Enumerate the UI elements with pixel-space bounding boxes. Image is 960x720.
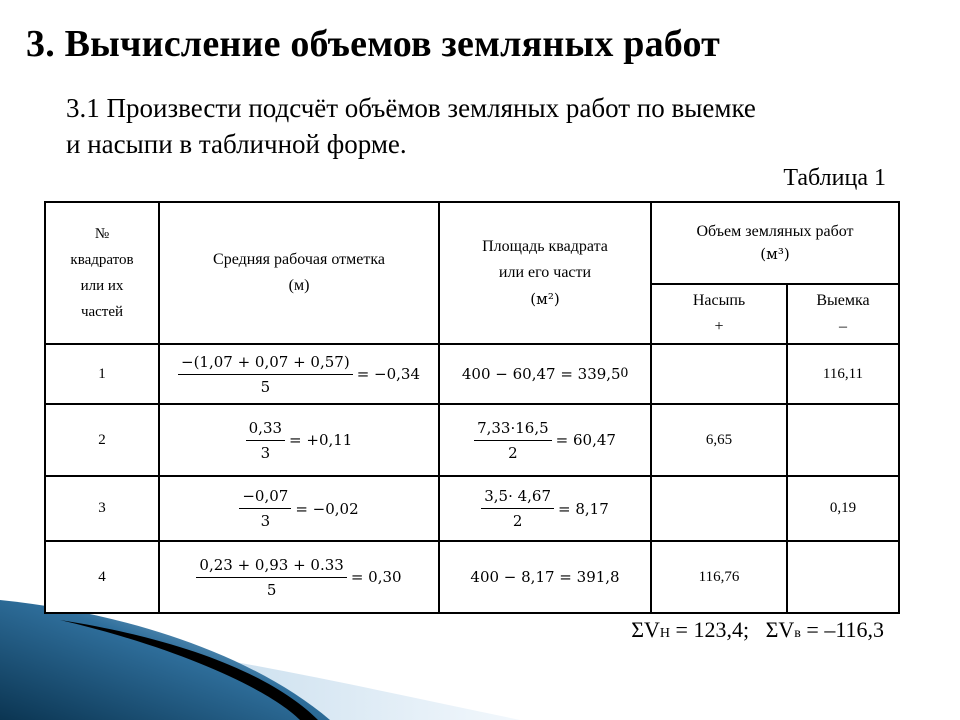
cell-fill: 116,76 bbox=[651, 541, 787, 613]
page-title: 3. Вычисление объемов земляных работ bbox=[26, 23, 721, 65]
header-average-mark bbox=[159, 202, 439, 344]
cell-number: 1 bbox=[45, 344, 159, 404]
fraction-numerator: −0,07 bbox=[242, 487, 289, 505]
fraction-numerator: 3,5· 4,67 bbox=[484, 487, 552, 505]
fraction-result: = 8,17 bbox=[558, 499, 609, 518]
header-line: (м²) bbox=[530, 290, 560, 308]
cell-area bbox=[439, 344, 651, 404]
fill-total-symbol: ΣV bbox=[631, 617, 660, 642]
cell-number: 4 bbox=[45, 541, 159, 613]
header-line: частей bbox=[80, 304, 124, 320]
cell-area bbox=[439, 404, 651, 476]
cut-total-index: в bbox=[794, 626, 801, 641]
fraction-result: = −0,02 bbox=[295, 499, 359, 518]
table-row bbox=[45, 476, 899, 541]
fraction-denominator: 5 bbox=[178, 374, 353, 396]
cell-mark bbox=[159, 541, 439, 613]
header-line: или их bbox=[80, 278, 124, 294]
fraction-denominator: 3 bbox=[239, 508, 291, 530]
fill-total-value: = 123,4; bbox=[675, 617, 750, 642]
cell-mark bbox=[159, 476, 439, 541]
cell-cut: 0,19 bbox=[787, 476, 899, 541]
header-fill bbox=[651, 284, 787, 344]
cut-total-value: = –116,3 bbox=[806, 617, 884, 642]
header-line: Насыпь bbox=[692, 292, 746, 309]
cell-cut bbox=[787, 541, 899, 613]
cell-area bbox=[439, 476, 651, 541]
fraction-denominator: 5 bbox=[196, 577, 346, 599]
fraction-result: = +0,11 bbox=[289, 431, 353, 449]
header-square-number bbox=[45, 202, 159, 344]
fraction-result: = −0,34 bbox=[356, 365, 420, 383]
fraction-numerator: 0,23 + 0,93 + 0.33 bbox=[199, 555, 344, 574]
cut-total-symbol: ΣV bbox=[765, 617, 795, 642]
header-cut bbox=[787, 284, 899, 344]
header-line: Объем земляных работ bbox=[696, 223, 854, 240]
cell-mark bbox=[159, 344, 439, 404]
cell-number: 2 bbox=[45, 404, 159, 476]
fraction-result: = 60,47 bbox=[555, 431, 616, 449]
header-line: (м) bbox=[288, 277, 310, 294]
fraction-denominator: 3 bbox=[246, 440, 285, 462]
area-expression: 400 − 8,17 = 391,8 bbox=[470, 567, 620, 586]
fraction-denominator: 2 bbox=[481, 508, 554, 530]
cell-mark bbox=[159, 404, 439, 476]
table-row bbox=[45, 541, 899, 613]
cell-area bbox=[439, 541, 651, 613]
fraction-numerator: −(1,07 + 0,07 + 0,57) bbox=[181, 352, 350, 371]
header-line: № bbox=[94, 226, 110, 242]
fraction-result: = 0,30 bbox=[350, 568, 402, 586]
fraction-numerator: 0,33 bbox=[248, 418, 283, 437]
header-line: Выемка bbox=[816, 292, 870, 309]
header-volume bbox=[651, 202, 899, 284]
header-line: квадратов bbox=[70, 252, 134, 268]
header-line: – bbox=[839, 318, 847, 335]
cell-fill: 6,65 bbox=[651, 404, 787, 476]
table-row bbox=[45, 344, 899, 404]
cell-cut bbox=[787, 404, 899, 476]
volume-totals bbox=[631, 617, 884, 643]
area-expression-tail: 0 bbox=[620, 365, 629, 381]
area-expression: 400 − 60,47 = 339,5 bbox=[461, 364, 621, 383]
cell-cut: 116,11 bbox=[787, 344, 899, 404]
fraction-denominator: 2 bbox=[474, 440, 552, 462]
task-line: и насыпи в табличной форме. bbox=[66, 129, 407, 159]
table-row bbox=[45, 404, 899, 476]
header-line: (м³) bbox=[760, 245, 790, 263]
task-description bbox=[66, 90, 906, 162]
header-area bbox=[439, 202, 651, 344]
cell-fill bbox=[651, 344, 787, 404]
header-line: Средняя рабочая отметка bbox=[213, 251, 385, 268]
task-line: 3.1 Произвести подсчёт объёмов земляных работ по выемке bbox=[66, 93, 756, 123]
fill-total-index: Н bbox=[659, 626, 671, 641]
header-line: Площадь квадрата bbox=[482, 238, 608, 255]
cell-number: 3 bbox=[45, 476, 159, 541]
table-caption: Таблица 1 bbox=[783, 165, 886, 191]
header-line: + bbox=[714, 318, 724, 335]
fraction-numerator: 7,33·16,5 bbox=[477, 418, 549, 437]
earthworks-table bbox=[44, 201, 900, 614]
cell-fill bbox=[651, 476, 787, 541]
header-line: или его части bbox=[498, 264, 592, 281]
